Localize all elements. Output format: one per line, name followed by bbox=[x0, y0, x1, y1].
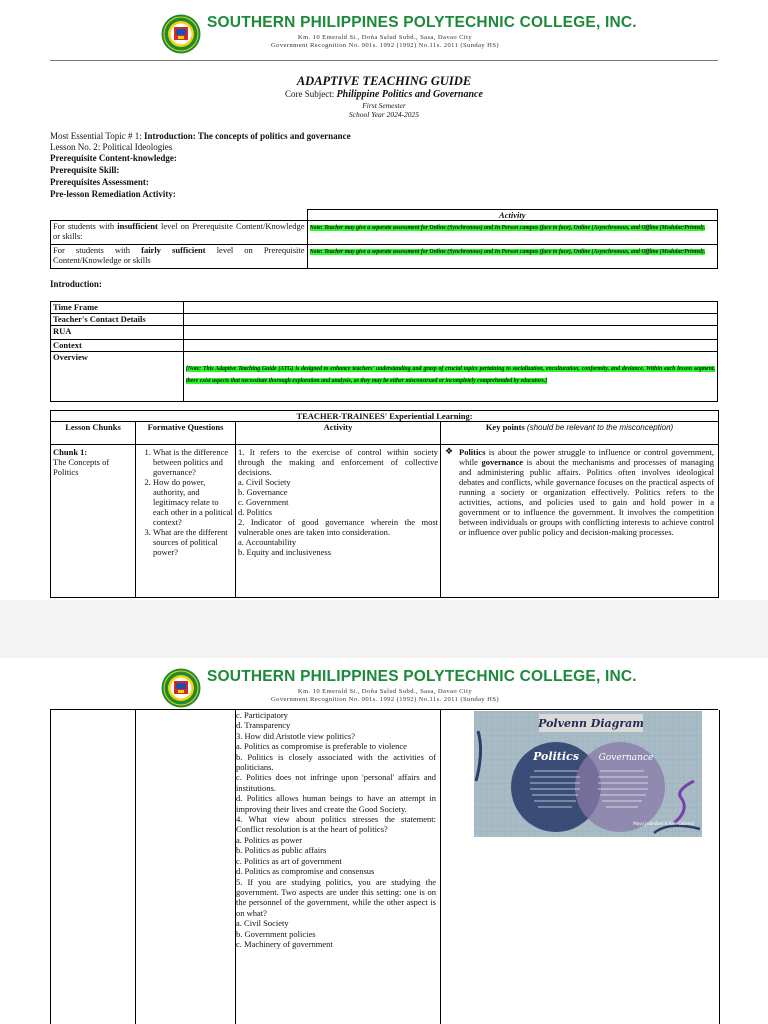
activity-col-header: Activity bbox=[236, 422, 441, 445]
school-address: Km. 10 Emerald St., Doña Salud Subd., Sasa, Davao City bbox=[297, 34, 473, 41]
list-item: a. Accountability bbox=[238, 537, 297, 547]
activity-cell bbox=[236, 445, 441, 598]
school-address: Km. 10 Emerald St., Doña Salud Subd., Sasa, Davao City bbox=[297, 688, 473, 695]
list-item: 1. It refers to the exercise of control within society through the making and enforcement of collective decisions. bbox=[238, 447, 438, 477]
list-item: 4. What view about politics stresses the statement: Conflict resolution is at the heart of politics? bbox=[236, 814, 436, 835]
list-item: b. Equity and inclusiveness bbox=[238, 547, 332, 557]
document-title: ADAPTIVE TEACHING GUIDE bbox=[296, 74, 472, 88]
list-item: d. Transparency bbox=[236, 720, 291, 731]
insufficient-label: For students with insufficient level on Prerequisite Content/Knowledge or skills: bbox=[51, 221, 308, 245]
list-item: 3. How did Aristotle view politics? bbox=[236, 730, 355, 741]
list-item: a. Civil Society bbox=[238, 477, 291, 487]
introduction-table bbox=[50, 301, 718, 402]
list-item: c. Government bbox=[238, 497, 289, 507]
core-subject-prefix: Core Subject: bbox=[285, 89, 335, 99]
time-frame-label: Time Frame bbox=[51, 302, 184, 314]
list-item: a. Politics as compromise is preferable to violence bbox=[236, 741, 407, 752]
remediation-activity: Pre-lesson Remediation Activity: bbox=[50, 189, 176, 199]
prereq-skill: Prerequisite Skill: bbox=[50, 165, 120, 175]
list-item: d. Politics allows human beings to have an attempt in improving their lives and create the Good Society. bbox=[236, 793, 436, 814]
venn-left-label: Politics bbox=[533, 750, 579, 763]
venn-credit: Mayo Jalandoni & Kim Cabrera bbox=[633, 821, 694, 826]
formative-questions-header: Formative Questions bbox=[136, 422, 236, 445]
table-row bbox=[51, 352, 718, 402]
semester: First Semester bbox=[362, 101, 406, 110]
list-item: 2. Indicator of good governance wherein the most vulnerable ones are taken into consideration. bbox=[238, 517, 438, 537]
college-seal-icon bbox=[161, 668, 201, 708]
school-name: SOUTHERN PHILIPPINES POLYTECHNIC COLLEGE, INC. bbox=[207, 668, 637, 685]
continued-activity-cell bbox=[236, 710, 436, 949]
list-item: d. Politics bbox=[238, 507, 273, 517]
chunk-title: Chunk 1: bbox=[53, 447, 88, 457]
core-subject-line bbox=[0, 89, 768, 100]
list-item: c. Politics as art of government bbox=[236, 855, 342, 866]
government-recognition: Government Recognition No. 001s. 1992 (1992) No.11s. 2011 (Sunday HS) bbox=[270, 42, 500, 49]
chunk-cell bbox=[51, 445, 136, 598]
list-item: b. Government policies bbox=[236, 928, 316, 939]
table-row bbox=[51, 326, 718, 340]
fairly-sufficient-label: For students with fairly sufficient level on Prerequisite Content/Knowledge or skills bbox=[51, 245, 308, 269]
school-name: SOUTHERN PHILIPPINES POLYTECHNIC COLLEGE, INC. bbox=[207, 14, 637, 31]
list-item: d. Politics as compromise and consensus bbox=[236, 866, 375, 877]
contact-details-label: Teacher's Contact Details bbox=[51, 314, 184, 326]
list-item: c. Politics does not infringe upon 'personal' affairs and institutions. bbox=[236, 772, 436, 793]
venn-title: Polvenn Diagram bbox=[538, 717, 644, 730]
list-item: c. Participatory bbox=[236, 710, 288, 720]
diamond-bullet-icon: ❖ bbox=[445, 446, 454, 456]
list-item: a. Civil Society bbox=[236, 918, 289, 929]
core-subject: Philippine Politics and Governance bbox=[336, 89, 483, 100]
school-year: School Year 2024-2025 bbox=[348, 110, 420, 119]
overview-label: Overview bbox=[51, 352, 184, 402]
key-point-text: Politics is about the power struggle to influence or control government, while governance is about the mechanisms and processes of managing and administering public affairs. Politics often involves ideological debates and conflicts, while governance focuses on the practical aspects of running a society or organization effectively. Politics refers to the activities, actions, and policies used to gain and hold power in a government or to influence the government. It involves the competition between individuals or groups with conflicting interests to achieve control or influence over public policy and decision-making processes. bbox=[459, 447, 715, 537]
learning-table bbox=[50, 410, 719, 598]
list-item: 2. How do power, authority, and legitimacy relate to each other in a political context? bbox=[153, 477, 233, 527]
context-label: Context bbox=[51, 340, 184, 352]
prereq-assessment: Prerequisites Assessment: bbox=[50, 177, 149, 187]
list-item: 1. What is the difference between politics and governance? bbox=[153, 447, 233, 477]
activity-table bbox=[50, 209, 718, 269]
topic-prefix: Most Essential Topic # 1: bbox=[50, 131, 142, 141]
key-points-header: Key points (should be relevant to the misconception) bbox=[441, 422, 719, 445]
questions-cell bbox=[136, 445, 236, 598]
formative-questions-list bbox=[138, 447, 233, 557]
list-item: b. Politics as public affairs bbox=[236, 845, 327, 856]
column-divider bbox=[440, 710, 441, 1024]
venn-diagram-image bbox=[474, 711, 702, 837]
list-item: 5. If you are studying politics, you are studying the government. Two aspects are under this setting: one is on the personnel of the government, while the other aspect is on what? bbox=[236, 876, 436, 918]
rua-label: RUA bbox=[51, 326, 184, 340]
page-header bbox=[0, 14, 768, 66]
overview-note: [Note: This Adaptive Teaching Guide (ATG) is designed to enhance teachers' understanding and grasp of crucial topics pertaining to socialization, enculturation, conformity, and deviance. Within each lesson segment, there exist aspects that necessitate thorough exploration and analysis, as they may be either misconstrued or incompletely comprehended by educators.] bbox=[186, 366, 715, 384]
list-item: c. Machinery of government bbox=[236, 938, 333, 949]
prereq-knowledge: Prerequisite Content-knowledge: bbox=[50, 153, 177, 163]
topic-title: Introduction: The concepts of politics and governance bbox=[143, 131, 351, 141]
topic-line bbox=[50, 131, 351, 141]
table-row bbox=[51, 245, 718, 269]
assessment-note: Note: Teacher may give a separate assessment for Online (Synchronous) and In Person campus (face to face), Online (Asynchronous, and Offline (Modular/Printed). bbox=[309, 225, 706, 231]
assessment-note: Note: Teacher may give a separate assessment for Online (Synchronous) and In Person campus (face to face), Online (Asynchronous, and Offline (Modular/Printed). bbox=[309, 249, 706, 255]
activity-header: Activity bbox=[307, 210, 718, 221]
lesson-chunks-header: Lesson Chunks bbox=[51, 422, 136, 445]
table-row bbox=[51, 314, 718, 326]
list-item: a. Politics as power bbox=[236, 834, 303, 845]
lesson-line: Lesson No. 2: Political Ideologies bbox=[50, 142, 173, 152]
table-row bbox=[51, 340, 718, 352]
table-row bbox=[51, 302, 718, 314]
header-divider bbox=[50, 60, 718, 61]
table-row bbox=[51, 221, 718, 245]
list-item: b. Governance bbox=[238, 487, 288, 497]
government-recognition: Government Recognition No. 001s. 1992 (1992) No.11s. 2011 (Sunday HS) bbox=[270, 696, 500, 703]
learning-table-title: TEACHER-TRAINEES' Experiential Learning: bbox=[51, 411, 719, 422]
column-divider bbox=[135, 710, 136, 1024]
key-points-cell bbox=[441, 445, 719, 598]
introduction-label: Introduction: bbox=[50, 279, 102, 289]
list-item: 3. What are the different sources of political power? bbox=[153, 527, 233, 557]
college-seal-icon bbox=[161, 14, 201, 54]
list-item: b. Politics is closely associated with the activities of politicians. bbox=[236, 751, 436, 773]
page-gap bbox=[0, 600, 768, 658]
venn-right-label: Governance bbox=[598, 753, 654, 763]
table-row bbox=[51, 445, 719, 598]
chunk-name: The Concepts of Politics bbox=[53, 457, 110, 477]
